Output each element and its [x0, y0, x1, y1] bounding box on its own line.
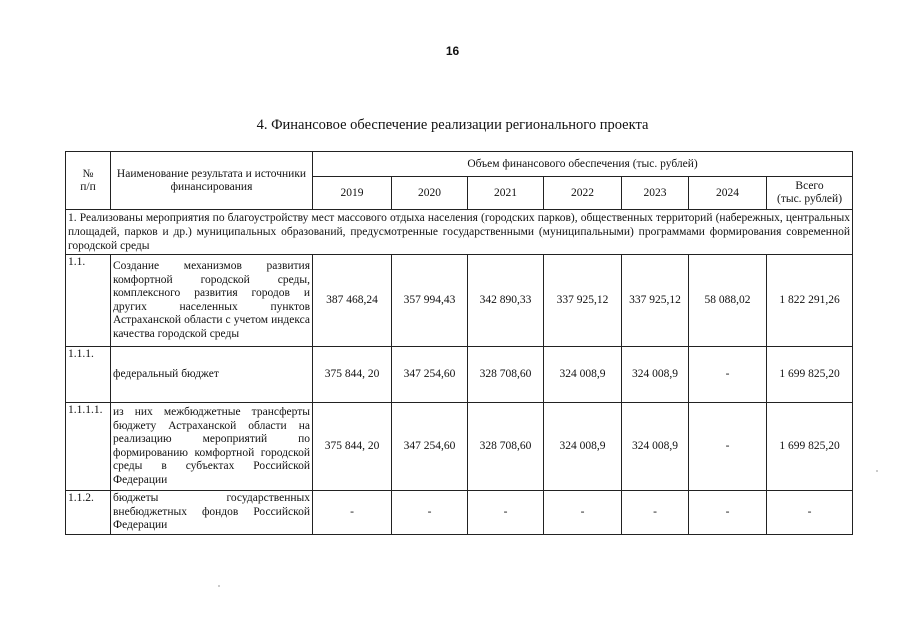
cell-2020: 357 994,43 — [392, 255, 468, 347]
header-total: Всего (тыс. рублей) — [767, 177, 853, 210]
cell-total: 1 822 291,26 — [767, 255, 853, 347]
header-volume: Объем финансового обеспечения (тыс. рублей) — [313, 152, 853, 177]
section-title: 4. Финансовое обеспечение реализации регионального проекта — [256, 117, 649, 133]
cell-2019: 375 844, 20 — [313, 403, 392, 491]
cell-2020: 347 254,60 — [392, 403, 468, 491]
row-number: 1.1. — [66, 255, 111, 347]
table-row — [66, 403, 853, 491]
row-number: 1.1.2. — [66, 491, 111, 535]
cell-2019: 387 468,24 — [313, 255, 392, 347]
cell-2022: 337 925,12 — [544, 255, 622, 347]
cell-2023: 324 008,9 — [622, 403, 689, 491]
cell-2024: - — [689, 491, 767, 535]
header-year-2024: 2024 — [689, 177, 767, 210]
scan-speck — [876, 470, 878, 472]
cell-2023: - — [622, 491, 689, 535]
cell-2020: 347 254,60 — [392, 347, 468, 403]
cell-total: - — [767, 491, 853, 535]
header-number: № п/п — [66, 152, 111, 210]
row-name: Создание механизмов развития комфортной городской среды, комплексного развития городов и других населенных пунктов Астраханской области с учетом индекса качества городской среды — [111, 255, 313, 347]
cell-2021: - — [468, 491, 544, 535]
financing-table — [65, 151, 853, 535]
scan-speck — [218, 585, 220, 587]
cell-total: 1 699 825,20 — [767, 347, 853, 403]
cell-2023: 324 008,9 — [622, 347, 689, 403]
table-row — [66, 491, 853, 535]
page-number: 16 — [445, 44, 460, 58]
cell-2024: - — [689, 403, 767, 491]
cell-2020: - — [392, 491, 468, 535]
cell-2022: - — [544, 491, 622, 535]
cell-2023: 337 925,12 — [622, 255, 689, 347]
header-year-2021: 2021 — [468, 177, 544, 210]
cell-2021: 328 708,60 — [468, 347, 544, 403]
header-year-2020: 2020 — [392, 177, 468, 210]
row-number: 1.1.1.1. — [66, 403, 111, 491]
cell-2019: - — [313, 491, 392, 535]
cell-2019: 375 844, 20 — [313, 347, 392, 403]
table-row — [66, 255, 853, 347]
table-row — [66, 347, 853, 403]
header-year-2019: 2019 — [313, 177, 392, 210]
cell-2024: - — [689, 347, 767, 403]
cell-2021: 328 708,60 — [468, 403, 544, 491]
cell-total: 1 699 825,20 — [767, 403, 853, 491]
section-heading: 1. Реализованы мероприятия по благоустройству мест массового отдыха населения (городских парков), общественных территорий (набережных, центральных площадей, парков и др.) муниципальных образований, предусмотренные государственными (муниципальными) программами формирования современной городской среды — [66, 210, 853, 255]
cell-2022: 324 008,9 — [544, 347, 622, 403]
cell-2024: 58 088,02 — [689, 255, 767, 347]
row-name: федеральный бюджет — [111, 347, 313, 403]
row-name: бюджеты государственных внебюджетных фондов Российской Федерации — [111, 491, 313, 535]
header-year-2023: 2023 — [622, 177, 689, 210]
header-year-2022: 2022 — [544, 177, 622, 210]
row-number: 1.1.1. — [66, 347, 111, 403]
cell-2022: 324 008,9 — [544, 403, 622, 491]
cell-2021: 342 890,33 — [468, 255, 544, 347]
header-name: Наименование результата и источники финансирования — [111, 152, 313, 210]
row-name: из них межбюджетные трансферты бюджету Астраханской области на реализацию мероприятий по формированию комфортной городской среды в субъектах Российской Федерации — [111, 403, 313, 491]
